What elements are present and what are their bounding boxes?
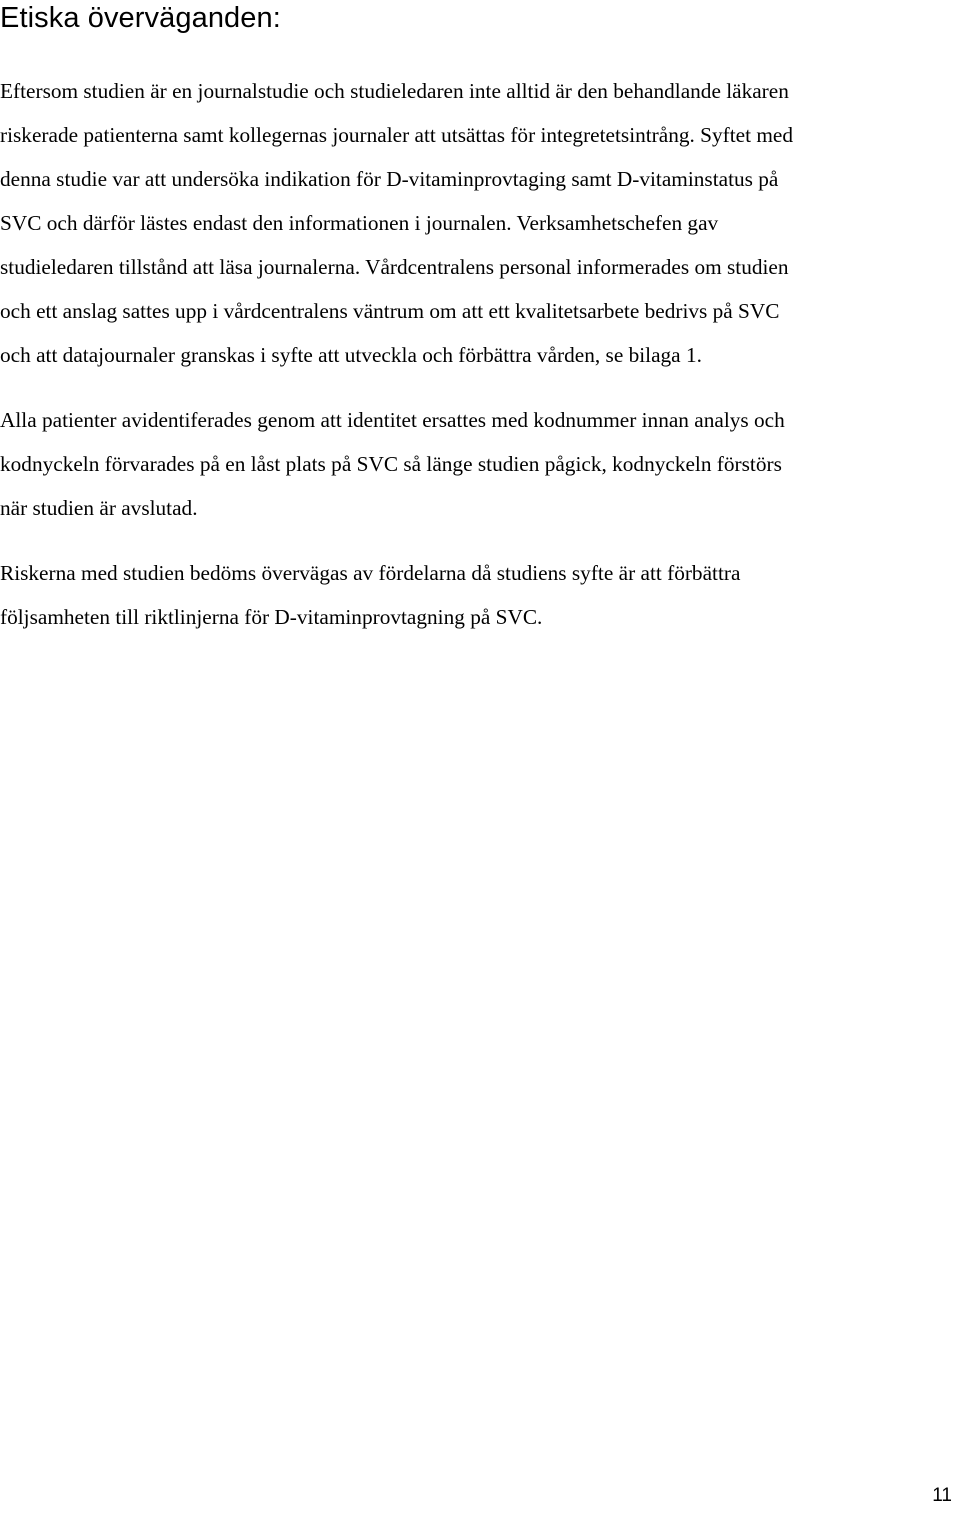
text-line: och ett anslag sattes upp i vårdcentralens väntrum om att ett kvalitetsarbete bedrivs på SVC — [0, 299, 780, 323]
text-line: kodnyckeln förvarades på en låst plats på SVC så länge studien pågick, kodnyckeln förstörs — [0, 452, 782, 476]
text-line: Alla patienter avidentiferades genom att identitet ersattes med kodnummer innan analys och — [0, 408, 785, 432]
document-body — [0, 69, 956, 660]
page-number: 11 — [932, 1485, 952, 1506]
text-line: Eftersom studien är en journalstudie och studieledaren inte alltid är den behandlande läkaren — [0, 79, 789, 103]
text-line: studieledaren tillstånd att läsa journalerna. Vårdcentralens personal informerades om studien — [0, 255, 789, 279]
text-line: riskerade patienterna samt kollegernas journaler att utsättas för integretetsintrång. Syftet med — [0, 123, 794, 147]
paragraph-anonymization — [0, 398, 956, 530]
text-line: och att datajournaler granskas i syfte att utveckla och förbättra vården, se bilaga 1. — [0, 343, 702, 367]
text-line: följsamheten till riktlinjerna för D-vitaminprovtagning på SVC. — [0, 605, 543, 629]
text-line: Riskerna med studien bedöms övervägas av fördelarna då studiens syfte är att förbättra — [0, 561, 741, 585]
text-line: när studien är avslutad. — [0, 496, 198, 520]
paragraph-ethics-overview — [0, 69, 956, 377]
paragraph-risks — [0, 551, 956, 639]
section-heading: Etiska överväganden: — [0, 2, 281, 34]
text-line: denna studie var att undersöka indikation för D-vitaminprovtaging samt D-vitaminstatus på — [0, 167, 779, 191]
text-line: SVC och därför lästes endast den informationen i journalen. Verksamhetschefen gav — [0, 211, 719, 235]
